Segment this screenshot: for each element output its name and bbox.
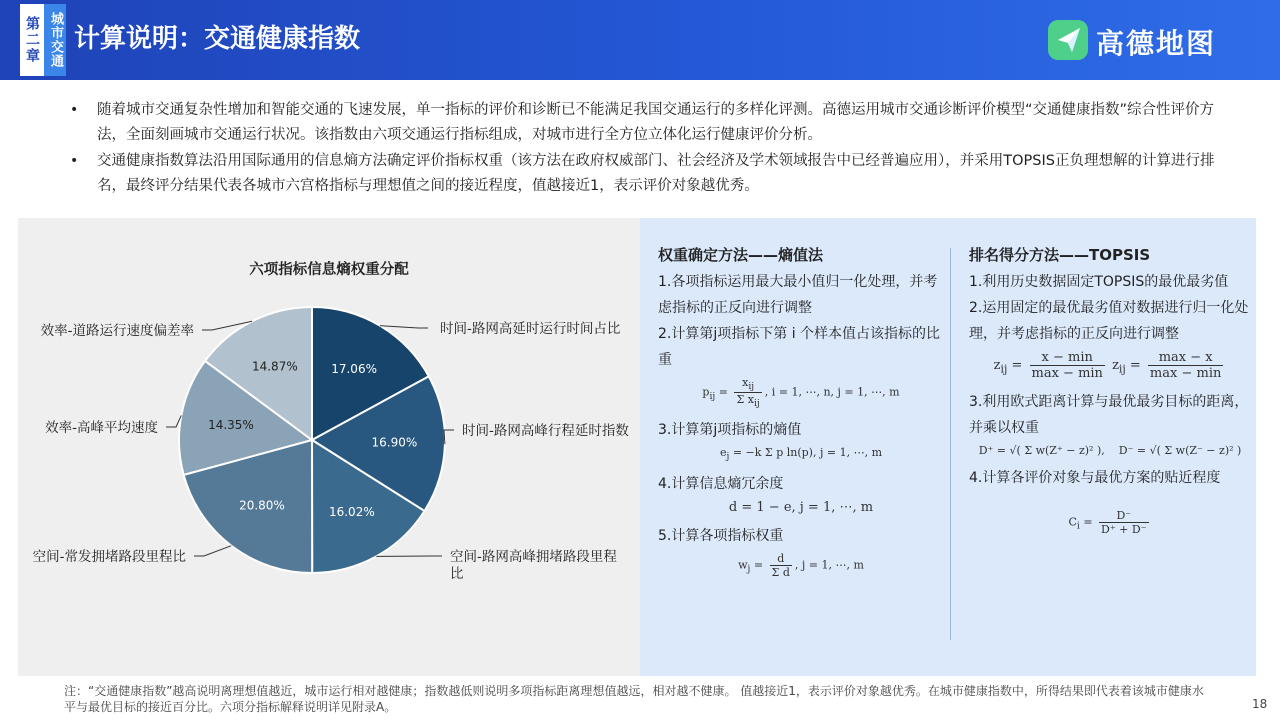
formula-pij-denominator: Σ x	[736, 393, 754, 407]
bullet-text: 随着城市交通复杂性增加和智能交通的飞速发展，单一指标的评价和诊断已不能满足我国交通运行的多样化评测。高德运用城市交通诊断评价模型“交通健康指数”综合性评价方法，全面刻画城市交通运行状况。该指数由六项交通运行指标组成，对城市进行全方位立体化运行健康评价分析。	[97, 102, 1215, 143]
entropy-method-heading: 权重确定方法——熵值法	[658, 246, 824, 264]
bullet-dot-icon: •	[70, 153, 79, 169]
formula-ej-lhs: e	[719, 446, 727, 460]
entropy-step-1: 1.各项指标运用最大最小值归一化处理，并考虑指标的正反向进行调整	[658, 274, 938, 316]
slice-category-label: 空间-常发拥堵路段里程比	[32, 549, 186, 565]
slice-leader-line	[194, 546, 231, 556]
formula-dminus: D⁻ = √( Σ w(Z⁻ − z)² )	[1118, 444, 1242, 457]
entropy-step-2: 2.计算第j项指标下第 i 个样本值占该指标的比重	[658, 326, 941, 368]
bullet-item	[70, 149, 1220, 199]
formula-z1-fraction	[1030, 350, 1105, 381]
chapter-label: 第二章	[20, 4, 44, 76]
formula-ci-numerator: D⁻	[1099, 509, 1148, 523]
formula-dj: d = 1 − e, j = 1, ⋯, m	[728, 499, 874, 515]
bullet-dot-icon: •	[70, 102, 79, 118]
slice-category-label: 效率-高峰平均速度	[45, 420, 158, 436]
slice-leader-line	[380, 326, 428, 328]
entropy-step-5: 5.计算各项指标权重	[658, 527, 784, 544]
slice-category-label: 时间-路网高延时运行时间占比	[440, 321, 621, 337]
chapter-badge	[20, 4, 66, 76]
slice-category-label: 效率-道路运行速度偏差率	[40, 323, 194, 339]
bullet-item	[70, 98, 1220, 148]
formula-ci-fraction	[1099, 509, 1148, 536]
slice-value-label: 16.90%	[371, 435, 418, 450]
topsis-method-column	[969, 244, 1251, 544]
topsis-step-2: 2.运用固定的最优最劣值对数据进行归一化处理，并考虑指标的正反向进行调整	[969, 300, 1249, 342]
formula-wj-tail: j = 1, ⋯, m	[801, 558, 864, 572]
methods-panel	[640, 218, 1256, 676]
formula-z1-denominator: max − min	[1031, 366, 1103, 381]
slice-value-label: 14.35%	[208, 417, 254, 432]
navigation-arrow-icon	[1046, 18, 1090, 62]
formula-wj-numerator: d	[770, 552, 792, 566]
formula-z2-numerator: max − x	[1148, 350, 1223, 366]
formula-ci: $C_i$ = $\frac{D^-}{D^+ + D^-}$	[1068, 509, 1147, 536]
pie-chart	[18, 218, 640, 676]
page-title: 计算说明：交通健康指数	[74, 24, 361, 54]
formula-distances	[969, 444, 1251, 457]
entropy-step-3: 3.计算第j项指标的熵值	[658, 422, 802, 439]
chapter-section-label: 城市交通	[44, 4, 66, 76]
slice-value-label: 16.02%	[328, 505, 375, 520]
intro-bullets	[70, 98, 1220, 200]
formula-pij-numerator: x	[742, 376, 749, 389]
topsis-step-3: 3.利用欧式距离计算与最优最劣目标的距离，并乘以权重	[969, 394, 1249, 436]
bullet-text: 交通健康指数算法沿用国际通用的信息熵方法确定评价指标权重（该方法在政府权威部门、社会经济及学术领域报告中已经普遍应用），并采用TOPSIS正负理想解的计算进行排名，最终评分结果代表各城市六宫格指标与理想值之间的接近程度，值越接近1，表示评价对象越优秀。	[97, 153, 1215, 194]
topsis-step-4: 4.计算各评价对象与最优方案的贴近程度	[969, 470, 1221, 486]
slice-value-label: 17.06%	[331, 362, 377, 377]
formula-ej: $e_j = -k$ Σ p ln(p), j = 1, ⋯, m	[719, 446, 883, 463]
entropy-step-4: 4.计算信息熵冗余度	[658, 475, 784, 492]
formula-pij-tail: i = 1, ⋯, n, j = 1, ⋯, m	[771, 385, 900, 399]
page-number: 18	[1252, 697, 1268, 711]
formula-z1-numerator: x − min	[1030, 350, 1105, 366]
formula-dplus: D⁺ = √( Σ w(Z⁺ − z)² ),	[978, 444, 1105, 457]
formula-pij-fraction: $\frac{x_{ij}}{\Sigma x_{ij}}$	[736, 376, 760, 410]
formula-ej-rhs: = −k Σ p ln(p), j = 1, ⋯, m	[732, 446, 883, 460]
slice-category-label: 空间-路网高峰拥堵路段里程比	[450, 549, 617, 582]
formula-pij: $p_{ij}$ = $\frac{x_{ij}}{\Sigma x_{ij}}$ , i = 1, ⋯, n, j = 1, ⋯, m	[702, 376, 900, 410]
column-divider	[950, 248, 951, 640]
formula-pij-lhs: p	[702, 385, 710, 399]
formula-wj-denominator: Σ d	[771, 565, 790, 579]
formula-z2-denominator: max − min	[1149, 366, 1222, 381]
topsis-method-heading: 排名得分方法——TOPSIS	[969, 246, 1151, 264]
slice-value-label: 14.87%	[251, 359, 298, 374]
slice-value-label: 20.80%	[239, 498, 285, 513]
formula-wj-fraction	[770, 552, 792, 579]
formula-wj: $w_j$ = $\frac{d}{\text{Σ d}}$ , j = 1, ⋯, m	[738, 551, 864, 579]
formula-zij: $z_{ij}$ = $\frac{x - \min}{\max - \min}$ $z_{ij}$ = $\frac{\max - x}{\max - \min}$	[993, 350, 1222, 381]
logo-text: 高德地图	[1096, 27, 1217, 60]
pie-chart-panel	[18, 218, 640, 676]
formula-z2-fraction	[1148, 350, 1223, 381]
chart-title: 六项指标信息熵权重分配	[249, 262, 409, 278]
topsis-step-1: 1.利用历史数据固定TOPSIS的最优最劣值	[969, 274, 1229, 290]
entropy-method-column	[658, 244, 944, 587]
header-bar	[0, 0, 1280, 80]
footnote: 注：“交通健康指数”越高说明离理想值越近，城市运行相对越健康；指数越低则说明多项指标距离理想值越远，相对越不健康。 值越接近1，表示评价对象越优秀。在城市健康指数中，所得结果即代表着该城市健康水平与最优目标的接近百分比。六项分指标解释说明详见附录A。	[64, 684, 1204, 714]
slice-category-label: 时间-路网高峰行程延时指数	[462, 423, 629, 439]
formula-ci-denominator: D⁺ + D⁻	[1101, 523, 1147, 536]
amap-logo	[1046, 18, 1246, 62]
